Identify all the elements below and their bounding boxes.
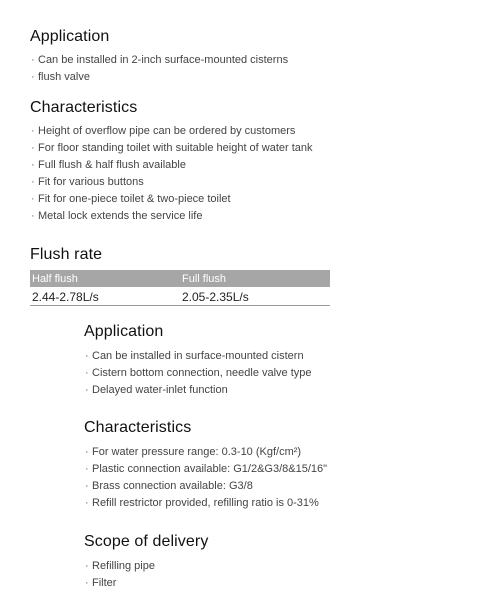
bullet-dot: · [31, 176, 35, 188]
application-list-2 [84, 348, 384, 399]
bullet-dot: · [85, 350, 89, 362]
bullet-dot: · [85, 463, 89, 475]
bullet-dot: · [85, 560, 89, 572]
table-row [30, 287, 330, 306]
bullet-dot: · [31, 193, 35, 205]
list-item: · Metal lock extends the service life [30, 208, 330, 225]
half-flush-value: 2.44-2.78L/s [30, 287, 180, 306]
characteristics-section-2 [84, 418, 404, 512]
scope-of-delivery-section [84, 532, 384, 592]
bullet-dot: · [85, 446, 89, 458]
bullet-dot: · [31, 54, 35, 66]
list-item: · Plastic connection available: G1/2&G3/8&15/16" [84, 461, 404, 478]
flush-rate-section [30, 245, 330, 306]
list-item: · Delayed water-inlet function [84, 382, 384, 399]
list-item: · Cistern bottom connection, needle valve type [84, 365, 384, 382]
bullet-dot: · [85, 384, 89, 396]
list-item: · Can be installed in surface-mounted cistern [84, 348, 384, 365]
list-item: · flush valve [30, 69, 330, 86]
list-item: · Refilling pipe [84, 558, 384, 575]
bullet-dot: · [85, 480, 89, 492]
list-item: · Fit for one-piece toilet & two-piece toilet [30, 191, 330, 208]
table-header-half-flush: Half flush [30, 270, 180, 287]
full-flush-value: 2.05-2.35L/s [180, 287, 330, 306]
list-item: · Refill restrictor provided, refilling ratio is 0-31% [84, 495, 404, 512]
list-item: · Brass connection available: G3/8 [84, 478, 404, 495]
bullet-dot: · [31, 71, 35, 83]
characteristics-list-2 [84, 444, 404, 512]
bullet-dot: · [31, 125, 35, 137]
characteristics-list-1 [30, 123, 330, 225]
table-header-full-flush: Full flush [180, 270, 330, 287]
scope-of-delivery-list [84, 558, 384, 592]
list-item: · For water pressure range: 0.3-10 (Kgf/cm²) [84, 444, 404, 461]
bullet-dot: · [31, 142, 35, 154]
list-item: · Height of overflow pipe can be ordered by customers [30, 123, 330, 140]
characteristics-section-1 [30, 98, 330, 225]
application-section-1 [30, 27, 330, 86]
list-item: · Fit for various buttons [30, 174, 330, 191]
characteristics-heading-1: Characteristics [30, 99, 138, 116]
application-section-2 [84, 322, 384, 399]
bullet-dot: · [85, 497, 89, 509]
characteristics-heading-2: Characteristics [84, 419, 192, 436]
flush-rate-heading: Flush rate [30, 246, 103, 263]
list-item: · For floor standing toilet with suitable height of water tank [30, 140, 330, 157]
table-header-row [30, 270, 330, 287]
list-item: · Filter [84, 575, 384, 592]
flush-rate-table [30, 270, 330, 306]
list-item: · Can be installed in 2-inch surface-mounted cisterns [30, 52, 330, 69]
application-heading-1: Application [30, 28, 110, 45]
bullet-dot: · [31, 210, 35, 222]
bullet-dot: · [85, 367, 89, 379]
bullet-dot: · [85, 577, 89, 589]
scope-of-delivery-heading: Scope of delivery [84, 533, 209, 550]
list-item: · Full flush & half flush available [30, 157, 330, 174]
application-list-1 [30, 52, 330, 86]
bullet-dot: · [31, 159, 35, 171]
application-heading-2: Application [84, 323, 164, 340]
